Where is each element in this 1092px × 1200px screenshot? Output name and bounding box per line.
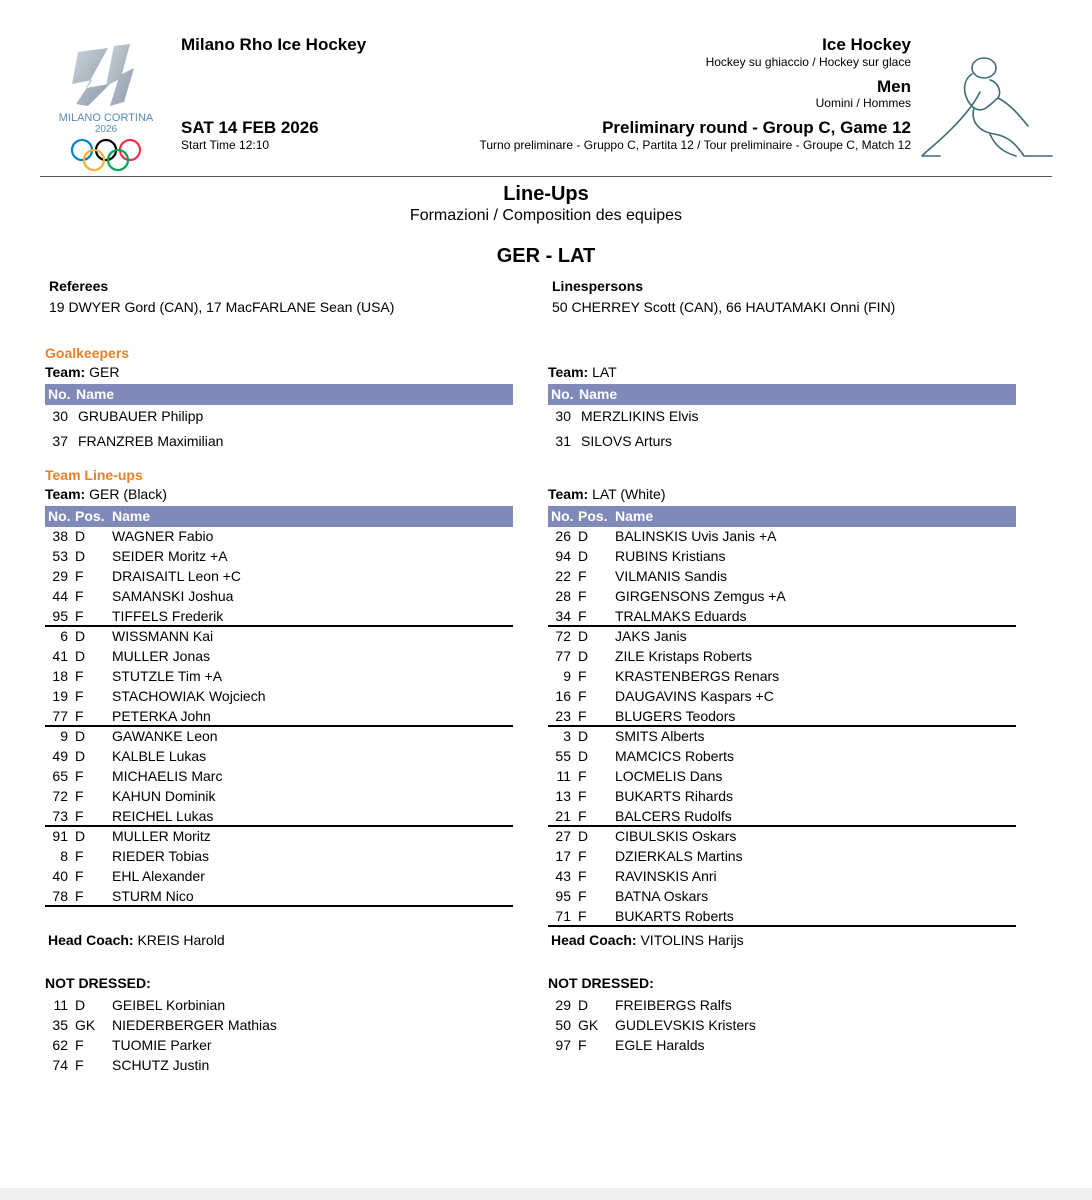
sport-subtitle: Hockey su ghiaccio / Hockey sur glace: [705, 55, 911, 69]
player-name: EHL Alexander: [112, 868, 205, 884]
player-number: 29: [555, 997, 571, 1013]
player-position: F: [75, 848, 84, 864]
player-row: [44, 431, 512, 451]
player-number: 97: [555, 1037, 571, 1053]
player-row: [547, 1035, 1015, 1055]
match-date: SAT 14 FEB 2026: [181, 118, 319, 137]
gk-team-right: Team: LAT: [548, 364, 617, 380]
player-name: CIBULSKIS Oskars: [615, 828, 737, 844]
player-number: 6: [60, 628, 68, 644]
player-row: [44, 646, 512, 666]
player-number: 16: [555, 688, 571, 704]
player-row: [44, 566, 512, 586]
player-position: F: [75, 1057, 84, 1073]
player-number: 77: [52, 708, 68, 724]
player-number: 23: [555, 708, 571, 724]
player-name: STACHOWIAK Wojciech: [112, 688, 266, 704]
player-number: 50: [555, 1017, 571, 1033]
player-name: BLUGERS Teodors: [615, 708, 736, 724]
lineup-header-left: No. Pos. Name: [45, 506, 513, 527]
referees-label: Referees: [49, 278, 109, 294]
player-row: [44, 666, 512, 686]
player-name: EGLE Haralds: [615, 1037, 705, 1053]
player-name: BUKARTS Rihards: [615, 788, 734, 804]
player-position: D: [75, 628, 86, 644]
page-subtitle: Formazioni / Composition des equipes: [409, 207, 683, 224]
gk-header-right: No. Name: [548, 384, 1016, 405]
player-number: 73: [52, 808, 68, 824]
gk-team-left: Team: GER: [45, 364, 120, 380]
player-name: SCHUTZ Justin: [112, 1057, 210, 1073]
player-row: [547, 686, 1015, 706]
player-position: F: [75, 1037, 84, 1053]
player-row: [44, 766, 512, 786]
player-number: 30: [52, 408, 68, 424]
player-position: F: [578, 908, 587, 924]
player-row: [547, 806, 1015, 826]
player-row: [547, 646, 1015, 666]
player-position: D: [75, 997, 86, 1013]
player-number: 31: [555, 433, 571, 449]
player-position: F: [75, 788, 84, 804]
player-number: 77: [555, 648, 571, 664]
logo-text: MILANO CORTINA: [58, 112, 154, 124]
player-position: F: [578, 608, 587, 624]
page-bottom-strip: [0, 1188, 1092, 1200]
player-name: WISSMANN Kai: [112, 628, 214, 644]
lineups-section-title: Team Line-ups: [45, 467, 143, 483]
player-number: 9: [60, 728, 68, 744]
player-position: F: [578, 768, 587, 784]
matchup-title: GER - LAT: [496, 245, 596, 267]
player-position: D: [578, 728, 589, 744]
lineup-team-left: Team: GER (Black): [45, 486, 167, 502]
player-row: [547, 586, 1015, 606]
player-number: 95: [52, 608, 68, 624]
player-name: WAGNER Fabio: [112, 528, 214, 544]
player-number: 44: [52, 588, 68, 604]
player-position: F: [75, 888, 84, 904]
player-row: [44, 406, 512, 426]
player-row: [44, 546, 512, 566]
player-position: F: [75, 688, 84, 704]
player-row: [547, 626, 1015, 646]
player-row: [547, 906, 1015, 926]
header-divider: [40, 176, 1052, 177]
gender-subtitle: Uomini / Hommes: [815, 96, 911, 110]
player-position: F: [75, 768, 84, 784]
player-number: 35: [52, 1017, 68, 1033]
player-number: 95: [555, 888, 571, 904]
player-position: D: [578, 528, 589, 544]
player-position: F: [578, 568, 587, 584]
player-name: PETERKA John: [112, 708, 211, 724]
player-name: SEIDER Moritz +A: [112, 548, 228, 564]
player-number: 37: [52, 433, 68, 449]
player-name: STUTZLE Tim +A: [112, 668, 223, 684]
player-name: BALINSKIS Uvis Janis +A: [615, 528, 777, 544]
page-title: Line-Ups: [503, 183, 589, 205]
player-name: DZIERKALS Martins: [615, 848, 743, 864]
player-number: 78: [52, 888, 68, 904]
player-row: [547, 606, 1015, 626]
player-name: MERZLIKINS Elvis: [581, 408, 699, 424]
player-number: 94: [555, 548, 571, 564]
player-row: [44, 846, 512, 866]
player-row: [44, 526, 512, 546]
player-row: [44, 1055, 512, 1075]
player-position: D: [75, 648, 86, 664]
player-number: 62: [52, 1037, 68, 1053]
player-position: D: [75, 528, 86, 544]
player-position: GK: [75, 1017, 96, 1033]
player-row: [44, 995, 512, 1015]
player-position: F: [578, 588, 587, 604]
player-number: 27: [555, 828, 571, 844]
sport-title: Ice Hockey: [822, 35, 911, 54]
player-position: F: [75, 808, 84, 824]
player-name: REICHEL Lukas: [112, 808, 214, 824]
player-name: RIEDER Tobias: [112, 848, 210, 864]
player-name: MAMCICS Roberts: [615, 748, 735, 764]
player-row: [547, 706, 1015, 726]
player-number: 11: [53, 997, 68, 1013]
not-dressed-label-left: NOT DRESSED:: [45, 975, 151, 991]
player-number: 41: [52, 648, 68, 664]
venue-title: Milano Rho Ice Hockey: [181, 35, 367, 54]
player-number: 38: [52, 528, 68, 544]
player-name: TUOMIE Parker: [112, 1037, 212, 1053]
player-position: F: [578, 868, 587, 884]
player-number: 28: [555, 588, 571, 604]
player-number: 43: [555, 868, 571, 884]
player-position: F: [578, 688, 587, 704]
linespersons-list: 50 CHERREY Scott (CAN), 66 HAUTAMAKI Onni (FIN): [552, 299, 896, 315]
player-name: GIRGENSONS Zemgus +A: [615, 588, 786, 604]
player-number: 72: [555, 628, 571, 644]
player-position: F: [75, 568, 84, 584]
player-name: FRANZREB Maximilian: [78, 433, 224, 449]
player-name: SMITS Alberts: [615, 728, 705, 744]
player-row: [547, 746, 1015, 766]
player-row: [547, 566, 1015, 586]
player-position: D: [578, 997, 589, 1013]
player-name: VILMANIS Sandis: [615, 568, 728, 584]
player-row: [547, 666, 1015, 686]
player-name: GUDLEVSKIS Kristers: [615, 1017, 756, 1033]
player-position: F: [75, 588, 84, 604]
player-number: 29: [52, 568, 68, 584]
player-number: 65: [52, 768, 68, 784]
player-position: D: [578, 828, 589, 844]
player-position: D: [578, 548, 589, 564]
player-row: [547, 846, 1015, 866]
player-name: JAKS Janis: [615, 628, 687, 644]
gender-title: Men: [877, 77, 911, 96]
player-number: 18: [52, 668, 68, 684]
player-row: [547, 766, 1015, 786]
olympic-rings-icon: [68, 137, 144, 173]
player-position: D: [578, 648, 589, 664]
player-number: 8: [60, 848, 68, 864]
player-row: [44, 746, 512, 766]
player-name: GRUBAUER Philipp: [78, 408, 204, 424]
player-row: [44, 1035, 512, 1055]
player-name: SAMANSKI Joshua: [112, 588, 234, 604]
player-position: F: [578, 1037, 587, 1053]
player-name: KAHUN Dominik: [112, 788, 216, 804]
player-row: [44, 586, 512, 606]
player-number: 9: [563, 668, 571, 684]
player-position: F: [578, 788, 587, 804]
player-row: [44, 786, 512, 806]
player-row: [547, 786, 1015, 806]
player-name: MULLER Jonas: [112, 648, 211, 664]
player-row: [44, 866, 512, 886]
player-name: KALBLE Lukas: [112, 748, 207, 764]
player-row: [44, 1015, 512, 1035]
player-name: LOCMELIS Dans: [615, 768, 723, 784]
player-position: D: [578, 748, 589, 764]
gk-header-left: No. Name: [45, 384, 513, 405]
player-name: KRASTENBERGS Renars: [615, 668, 780, 684]
player-number: 74: [52, 1057, 68, 1073]
player-position: GK: [578, 1017, 599, 1033]
not-dressed-label-right: NOT DRESSED:: [548, 975, 654, 991]
player-number: 53: [52, 548, 68, 564]
player-position: F: [75, 708, 84, 724]
player-row: [44, 686, 512, 706]
player-row: [547, 546, 1015, 566]
player-row: [44, 706, 512, 726]
player-row: [547, 431, 1015, 451]
player-name: BUKARTS Roberts: [615, 908, 734, 924]
player-number: 22: [555, 568, 571, 584]
player-position: D: [75, 748, 86, 764]
player-number: 3: [563, 728, 571, 744]
player-name: ZILE Kristaps Roberts: [615, 648, 752, 664]
player-position: D: [578, 628, 589, 644]
start-time: Start Time 12:10: [181, 138, 270, 152]
player-position: D: [75, 728, 86, 744]
player-name: BALCERS Rudolfs: [615, 808, 732, 824]
player-name: TRALMAKS Eduards: [615, 608, 747, 624]
ice-hockey-pictogram-icon: [920, 52, 1056, 162]
line-separator: [548, 925, 1016, 927]
player-number: 21: [555, 808, 571, 824]
player-number: 19: [52, 688, 68, 704]
player-row: [547, 866, 1015, 886]
player-name: GAWANKE Leon: [112, 728, 218, 744]
goalkeepers-section-title: Goalkeepers: [45, 345, 130, 361]
player-row: [547, 826, 1015, 846]
player-position: F: [578, 888, 587, 904]
player-position: F: [75, 608, 84, 624]
player-position: F: [75, 668, 84, 684]
player-position: F: [578, 708, 587, 724]
linespersons-label: Linespersons: [552, 278, 644, 294]
player-name: DAUGAVINS Kaspars +C: [615, 688, 774, 704]
player-name: RAVINSKIS Anri: [615, 868, 717, 884]
player-number: 17: [555, 848, 571, 864]
logo-year: 2026: [94, 124, 118, 135]
player-name: RUBINS Kristians: [615, 548, 726, 564]
round-subtitle: Turno preliminare - Gruppo C, Partita 12 / Tour preliminaire - Groupe C, Match 12: [479, 138, 911, 152]
player-position: F: [75, 868, 84, 884]
lineup-team-right: Team: LAT (White): [548, 486, 666, 502]
player-name: BATNA Oskars: [615, 888, 709, 904]
line-separator: [45, 905, 513, 907]
player-row: [44, 606, 512, 626]
player-row: [44, 886, 512, 906]
player-name: NIEDERBERGER Mathias: [112, 1017, 277, 1033]
player-number: 26: [555, 528, 571, 544]
player-row: [547, 406, 1015, 426]
player-number: 11: [556, 768, 571, 784]
player-number: 91: [52, 828, 68, 844]
player-row: [547, 1015, 1015, 1035]
player-number: 13: [555, 788, 571, 804]
round-title: Preliminary round - Group C, Game 12: [602, 118, 911, 137]
player-number: 40: [52, 868, 68, 884]
referees-list: 19 DWYER Gord (CAN), 17 MacFARLANE Sean (USA): [49, 299, 395, 315]
player-name: SILOVS Arturs: [581, 433, 673, 449]
player-row: [44, 626, 512, 646]
player-name: GEIBEL Korbinian: [112, 997, 226, 1013]
player-row: [44, 726, 512, 746]
player-row: [547, 726, 1015, 746]
player-number: 34: [555, 608, 571, 624]
player-row: [547, 995, 1015, 1015]
player-row: [44, 826, 512, 846]
head-coach-right: Head Coach: VITOLINS Harijs: [551, 932, 744, 948]
player-position: F: [578, 848, 587, 864]
player-number: 30: [555, 408, 571, 424]
player-row: [547, 526, 1015, 546]
player-position: D: [75, 828, 86, 844]
player-number: 55: [555, 748, 571, 764]
player-row: [44, 806, 512, 826]
lineup-header-right: No. Pos. Name: [548, 506, 1016, 527]
player-number: 72: [52, 788, 68, 804]
player-position: F: [578, 668, 587, 684]
player-name: STURM Nico: [112, 888, 194, 904]
player-name: MICHAELIS Marc: [112, 768, 223, 784]
player-position: F: [578, 808, 587, 824]
player-name: TIFFELS Frederik: [112, 608, 224, 624]
player-position: D: [75, 548, 86, 564]
player-name: MULLER Moritz: [112, 828, 211, 844]
player-row: [547, 886, 1015, 906]
player-number: 49: [52, 748, 68, 764]
player-name: DRAISAITL Leon +C: [112, 568, 242, 584]
player-number: 71: [555, 908, 571, 924]
player-name: FREIBERGS Ralfs: [615, 997, 732, 1013]
head-coach-left: Head Coach: KREIS Harold: [48, 932, 225, 948]
